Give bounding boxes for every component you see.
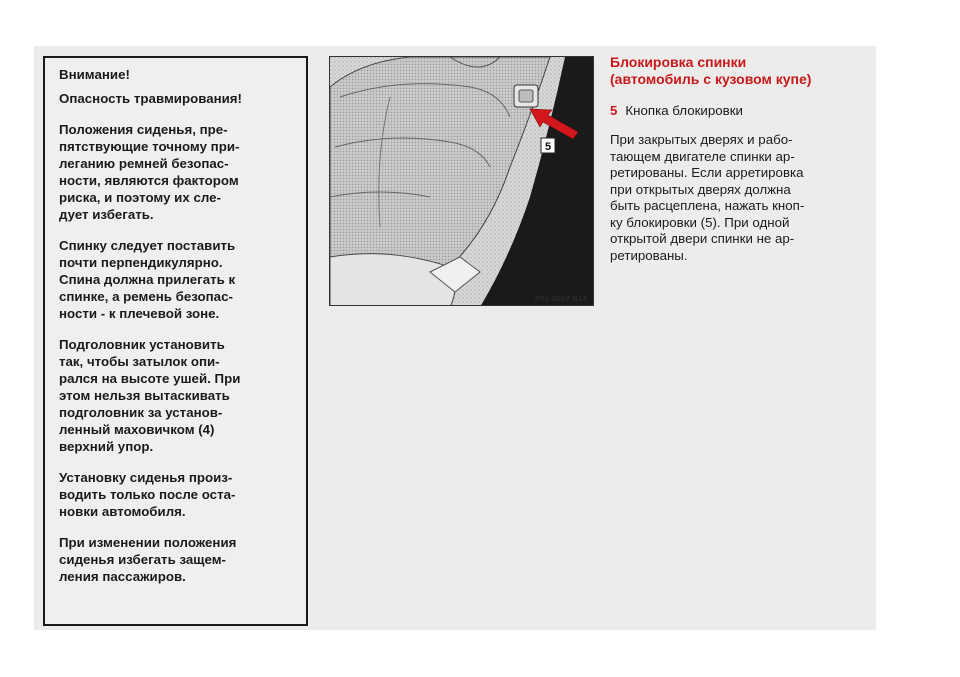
legend-item-label: Кнопка блокировки bbox=[625, 103, 743, 118]
section-body: При закрытых дверях и рабо- тающем двигателе спинки ар- ретированы. Если арретировка при открытых дверях должна быть расцеплена, нажать кноп- ку блокировки (5). При одной открытой двери спинки не ар- ретированы. bbox=[610, 132, 805, 263]
warning-paragraph: Подголовник установить так, чтобы затылок опи- рался на высоте ушей. При этом нельзя вытаскивать подголовник за установ- ленный маховичком (4) верхний упор. bbox=[59, 337, 241, 454]
legend-item-number: 5 bbox=[610, 103, 618, 118]
warning-paragraph: Установку сиденья произ- водить только после оста- новки автомобиля. bbox=[59, 470, 236, 519]
warning-paragraph: Положения сиденья, пре- пятствующие точному при- леганию ремней безопас- ности, являются фактором риска, и поэтому их сле- дует избегать. bbox=[59, 122, 240, 222]
section-heading: Блокировка спинки (автомобиль с кузовом купе) bbox=[610, 54, 812, 87]
warning-box bbox=[43, 56, 308, 626]
content-column bbox=[610, 54, 872, 264]
seat-drawing bbox=[330, 57, 594, 306]
callout-number: 5 bbox=[544, 141, 552, 153]
warning-title: Внимание! bbox=[59, 67, 130, 82]
figure-code: P51-8097-B13 bbox=[535, 294, 587, 303]
manual-page bbox=[34, 46, 876, 630]
warning-paragraph: При изменении положения сиденья избегать защем- ления пассажиров. bbox=[59, 535, 237, 584]
warning-danger: Опасность травмирования! bbox=[59, 91, 242, 106]
legend-item bbox=[610, 103, 872, 118]
warning-paragraph: Спинку следует поставить почти перпендикулярно. Спина должна прилегать к спинке, а ремень безопас- ности - к плечевой зоне. bbox=[59, 238, 236, 321]
seat-illustration bbox=[329, 56, 594, 306]
